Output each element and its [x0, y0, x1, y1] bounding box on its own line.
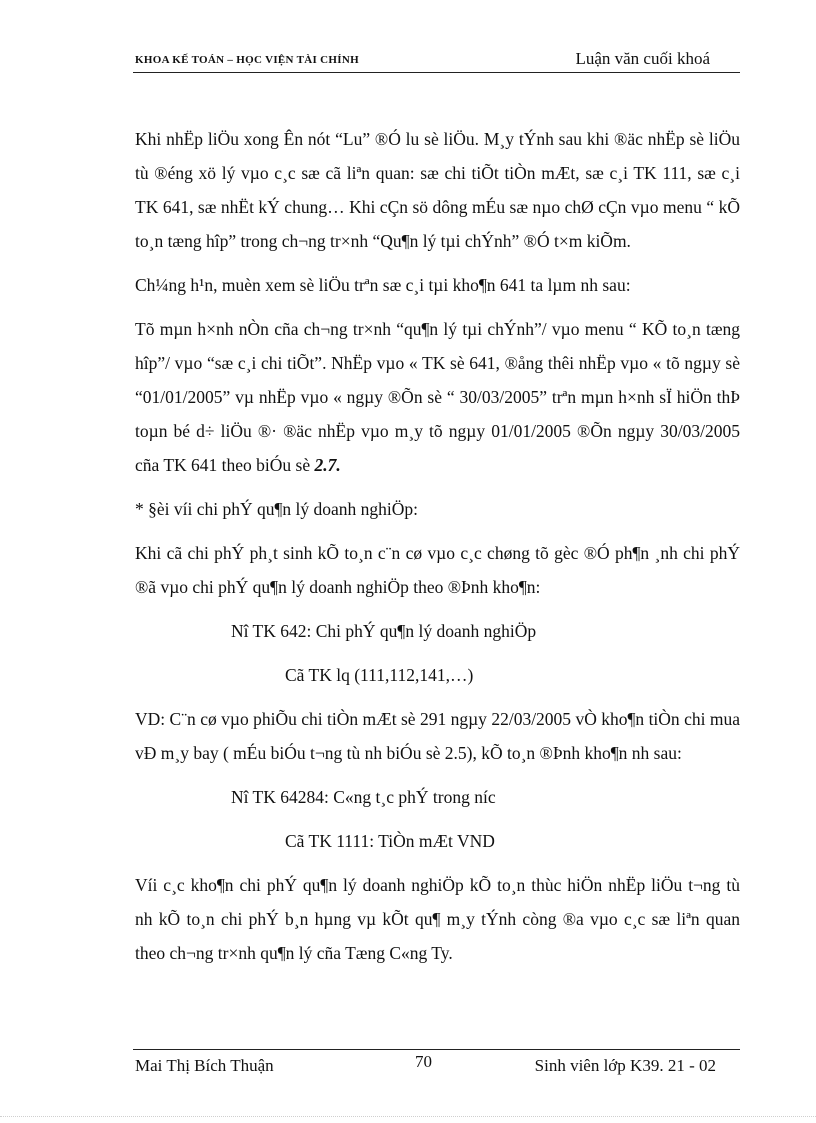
- journal-entry-credit-2: Cã TK 1111: TiÒn mÆt VND: [285, 831, 495, 851]
- page-content: [135, 122, 740, 970]
- journal-entry-debit-2: Nî TK 64284: C«ng t¸c phÝ trong níc: [231, 787, 496, 807]
- paragraph-example: Ch¼ng h¹n, muèn xem sè liÖu trªn sæ c¸i tµi kho¶n 641 ta lµm nh sau:: [135, 275, 631, 295]
- instructions-text: Tõ mµn h×nh nÒn cña ch¬ng tr×nh “qu¶n lý tµi chÝnh”/ vµo menu “ KÕ to¸n tæng hîp”/ vµo “sæ c¸i chi tiÕt”. NhËp vµo « TK sè 641, ®ång thêi nhËp vµo « tõ ngµy sè “01/01/2005” vµ nhËp vµo « ngµy ®Õn sè “ 30/03/2005” trªn mµn h×nh sÏ hiÖn thÞ toµn bé d÷ liÖu ®· ®äc nhËp vµo m¸y tõ ngµy 01/01/2005 ®Õn ngµy 30/03/2005 cña TK 641 theo biÓu sè: [135, 319, 740, 475]
- page-header: [133, 48, 740, 73]
- header-thesis-title: Luận văn cuối khoá: [575, 49, 710, 68]
- section-heading: * §èi víi chi phÝ qu¶n lý doanh nghiÖp:: [135, 499, 419, 519]
- footer-class: Sinh viên lớp K39. 21 - 02: [534, 1056, 716, 1075]
- paragraph-intro: Khi nhËp liÖu xong Ên nót “Lu” ®Ó lu sè liÖu. M¸y tÝnh sau khi ®äc nhËp sè liÖu tù ®éng xö lý vµo c¸c sæ cã liªn quan: sæ chi tiÕt tiÒn mÆt, sæ c¸i TK 111, sæ c¸i TK 641, sæ nhËt kÝ chung… Khi cÇn sö dông mÉu sæ nµo chØ cÇn vµo menu “ kÕ to¸n tæng hîp” trong ch¬ng tr×nh “Qu¶n lý tµi chÝnh” ®Ó t×m kiÕm.: [135, 129, 740, 251]
- page-number: 70: [415, 1052, 432, 1071]
- journal-entry-credit: Cã TK lq (111,112,141,…): [285, 665, 474, 685]
- paragraph-conclusion: Víi c¸c kho¶n chi phÝ qu¶n lý doanh nghiÖp kÕ to¸n thùc hiÖn nhËp liÖu t¬ng tù nh kÕ to¸n chi phÝ b¸n hµng vµ kÕt qu¶ m¸y tÝnh còng ®a vµo c¸c sæ liªn quan theo ch¬ng tr×nh qu¶n lý cña Tæng C«ng Ty.: [135, 875, 740, 963]
- footer-author: Mai Thị Bích Thuận: [135, 1056, 274, 1075]
- figure-reference: 2.7.: [314, 455, 341, 475]
- page-footer: [133, 1049, 740, 1080]
- page-bottom-divider: [0, 1116, 816, 1117]
- paragraph-voucher-example: VD: C¨n cø vµo phiÕu chi tiÒn mÆt sè 291 ngµy 22/03/2005 vÒ kho¶n tiÒn chi mua vÐ m¸y bay ( mÉu biÓu t¬ng tù nh biÓu sè 2.5), kÕ to¸n ®Þnh kho¶n nh sau:: [135, 709, 740, 763]
- header-faculty: KHOA KẾ TOÁN – HỌC VIỆN TÀI CHÍNH: [135, 54, 359, 66]
- journal-entry-debit: Nî TK 642: Chi phÝ qu¶n lý doanh nghiÖp: [231, 621, 537, 641]
- paragraph-cost-recording: Khi cã chi phÝ ph¸t sinh kÕ to¸n c¨n cø vµo c¸c chøng tõ gèc ®Ó ph¶n ¸nh chi phÝ ®ã vµo chi phÝ qu¶n lý doanh nghiÖp theo ®Þnh kho¶n:: [135, 543, 740, 597]
- paragraph-instructions: [135, 312, 740, 482]
